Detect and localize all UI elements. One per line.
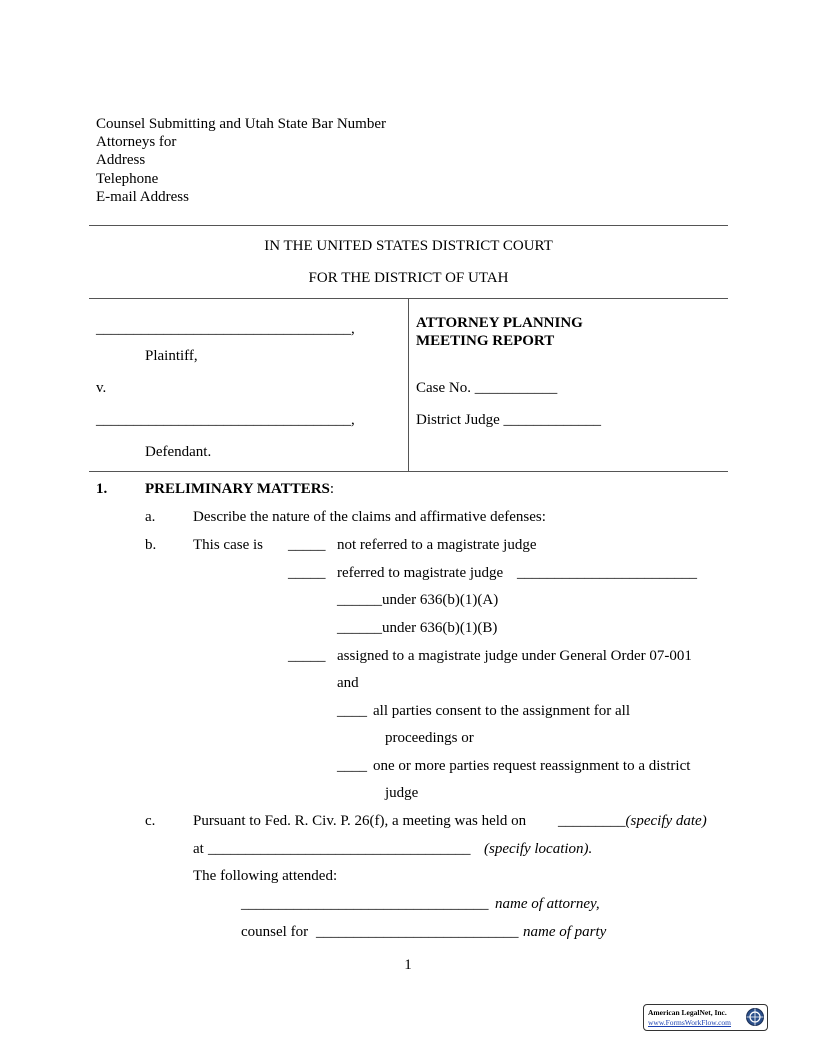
consent-text-line1: all parties consent to the assignment for all	[373, 703, 631, 719]
caption-bottom-border	[89, 471, 728, 472]
attorneys-for-label: Attorneys for	[96, 134, 177, 150]
assigned-blank[interactable]: _____	[288, 648, 326, 664]
email-label: E-mail Address	[96, 189, 189, 205]
item-b-label: b.	[145, 537, 157, 553]
counsel-label: Counsel Submitting and Utah State Bar Number	[96, 116, 386, 132]
not-referred-text: not referred to a magistrate judge	[337, 537, 537, 553]
header-divider	[89, 225, 728, 226]
address-label: Address	[96, 152, 146, 168]
attorney-name-hint: name of attorney,	[495, 896, 600, 912]
consent-blank[interactable]: ____	[337, 703, 367, 719]
document-title-line1: ATTORNEY PLANNING	[416, 315, 583, 331]
under-636-b-option[interactable]: ______under 636(b)(1)(B)	[337, 620, 498, 636]
item-a-text: Describe the nature of the claims and affirmative defenses:	[193, 509, 546, 525]
reassignment-blank[interactable]: ____	[337, 758, 367, 774]
item-b-intro: This case is	[193, 537, 263, 553]
attorney-name-field[interactable]: _________________________________	[241, 896, 489, 912]
reassignment-text-line1: one or more parties request reassignment to a district	[373, 758, 691, 774]
defendant-name-field[interactable]: __________________________________,	[96, 412, 355, 428]
court-line1: IN THE UNITED STATES DISTRICT COURT	[264, 238, 553, 254]
caption-divider	[408, 298, 409, 471]
section-number: 1.	[96, 481, 108, 497]
case-number-field[interactable]: Case No. ___________	[416, 380, 558, 396]
item-a-label: a.	[145, 509, 156, 525]
section-heading-colon: :	[329, 481, 335, 497]
referred-blank[interactable]: _____	[288, 565, 326, 581]
document-title-line2: MEETING REPORT	[416, 333, 555, 349]
meeting-date-field[interactable]	[558, 812, 707, 830]
attended-label: The following attended:	[193, 868, 338, 884]
footer-url-link[interactable]: www.FormsWorkFlow.com	[648, 1018, 732, 1027]
plaintiff-name-field[interactable]: __________________________________,	[96, 321, 355, 337]
telephone-label: Telephone	[96, 171, 159, 187]
party-name-field[interactable]: ___________________________	[316, 924, 519, 940]
page-number: 1	[404, 957, 412, 973]
assigned-text: assigned to a magistrate judge under General Order 07-001	[337, 648, 692, 664]
forms-workflow-badge[interactable]	[643, 1004, 768, 1031]
globe-logo-icon	[745, 1007, 765, 1027]
at-label: at	[193, 841, 204, 857]
referred-text: referred to magistrate judge	[337, 565, 504, 581]
district-judge-field[interactable]: District Judge _____________	[416, 412, 601, 428]
and-text: and	[337, 675, 359, 691]
plaintiff-label: Plaintiff,	[145, 348, 198, 364]
meeting-date-hint: (specify date)	[625, 813, 707, 829]
item-c-text: Pursuant to Fed. R. Civ. P. 26(f), a meeting was held on	[193, 813, 527, 829]
section-heading-text: PRELIMINARY MATTERS	[145, 481, 330, 497]
item-c-label: c.	[145, 813, 156, 829]
versus-label: v.	[96, 380, 107, 396]
meeting-location-hint: (specify location).	[484, 841, 593, 857]
not-referred-blank[interactable]: _____	[288, 537, 326, 553]
consent-text-line2: proceedings or	[385, 730, 474, 746]
meeting-date-blank: _________	[558, 813, 626, 829]
under-636-a-option[interactable]: ______under 636(b)(1)(A)	[337, 592, 499, 608]
footer-company: American LegalNet, Inc.	[648, 1008, 727, 1017]
court-line2: FOR THE DISTRICT OF UTAH	[308, 270, 509, 286]
defendant-label: Defendant.	[145, 444, 212, 460]
reassignment-text-line2: judge	[385, 785, 419, 801]
meeting-location-field[interactable]: ___________________________________	[208, 841, 471, 857]
party-name-hint: name of party	[523, 924, 607, 940]
magistrate-judge-name-field[interactable]: ________________________	[517, 565, 697, 581]
section-heading	[145, 480, 334, 498]
counsel-for-label: counsel for	[241, 924, 309, 940]
